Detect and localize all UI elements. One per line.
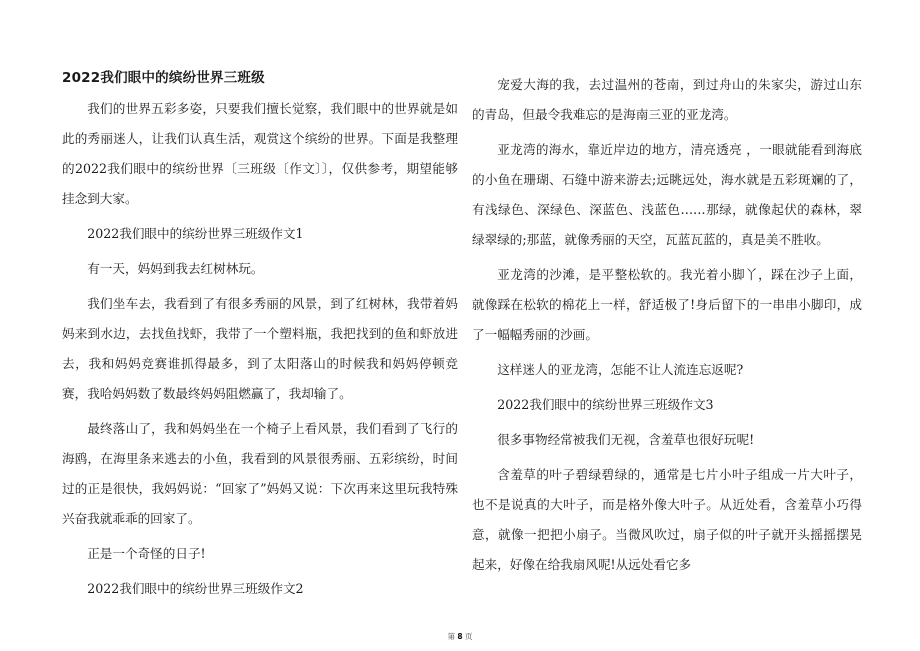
essay-2-paragraph-3: 亚龙湾的沙滩，是平整松软的。我光着小脚丫，踩在沙子上面，就像踩在松软的棉花上一样，舒适极了!身后留下的一串串小脚印，成了一幅幅秀丽的沙画。	[472, 267, 862, 342]
essay-3-heading: 2022我们眼中的缤纷世界三班级作文3	[497, 397, 714, 412]
footer-prefix: 第	[447, 632, 455, 641]
essay-2-paragraph-2: 亚龙湾的海水，靠近岸边的地方，清亮透亮 ，一眼就能看到海底的小鱼在珊瑚、石缝中游来游去;远眺远处，海水就是五彩斑斓的了，有浅绿色、深绿色、深蓝色、浅蓝色……那绿，就像起伏的森林，翠绿翠绿的;那蓝，就像秀丽的天空，瓦蓝瓦蓝的，真是美不胜收。	[472, 142, 862, 247]
page-number: 8	[457, 632, 463, 641]
essay-1-paragraph-2: 我们坐车去，我看到了有很多秀丽的风景，到了红树林，我带着妈妈来到水边，去找鱼找虾，我带了一个塑料瓶，我把找到的鱼和虾放进去，我和妈妈竞赛谁抓得最多，到了太阳落山的时候我和妈妈停顿竞赛，我哈妈妈数了数最终妈妈阻燃赢了，我却输了。	[62, 296, 458, 401]
intro-paragraph: 我们的世界五彩多姿，只要我们擅长觉察，我们眼中的世界就是如此的秀丽迷人，让我们认真生活，观赏这个缤纷的世界。下面是我整理的2022我们眼中的缤纷世界〔三班级〔作文〕〕，仅供参考，期望能够挂念到大家。	[62, 101, 458, 206]
essay-3-paragraph-1: 很多事物经常被我们无视，含羞草也很好玩呢!	[497, 432, 755, 447]
essay-2-heading: 2022我们眼中的缤纷世界三班级作文2	[87, 581, 304, 596]
essay-2-paragraph-1: 宠爱大海的我，去过温州的苍南，到过舟山的朱家尖，游过山东的青岛，但最令我难忘的是海南三亚的亚龙湾。	[472, 77, 862, 122]
essay-1-paragraph-1: 有一天，妈妈到我去红树林玩。	[87, 261, 264, 276]
essay-1-paragraph-3: 最终落山了，我和妈妈坐在一个椅子上看风景，我们看到了飞行的海鸥，在海里条来逃去的小鱼，我看到的风景很秀丽、五彩缤纷，时间过的正是很快，我妈妈说：“回家了”妈妈又说：下次再来这里玩我特殊兴奋我就乖乖的回家了。	[62, 421, 458, 526]
left-column	[62, 66, 458, 604]
essay-1-paragraph-4: 正是一个奇怪的日子!	[87, 546, 206, 561]
right-column	[472, 70, 862, 580]
essay-2-paragraph-4: 这样迷人的亚龙湾，怎能不让人流连忘返呢?	[497, 362, 744, 377]
page-footer	[0, 631, 920, 642]
footer-suffix: 页	[465, 632, 473, 641]
essay-1-heading: 2022我们眼中的缤纷世界三班级作文1	[87, 226, 304, 241]
document-title: 2022我们眼中的缤纷世界三班级	[62, 70, 265, 86]
essay-3-paragraph-2: 含羞草的叶子碧绿碧绿的，通常是七片小叶子组成一片大叶子，也不是说真的大叶子，而是格外像大叶子。从近处看，含羞草小巧得意，就像一把把小扇子。当微风吹过，扇子似的叶子就开头摇摇摆晃起来，好像在给我扇风呢!从远处看它多	[472, 467, 862, 572]
